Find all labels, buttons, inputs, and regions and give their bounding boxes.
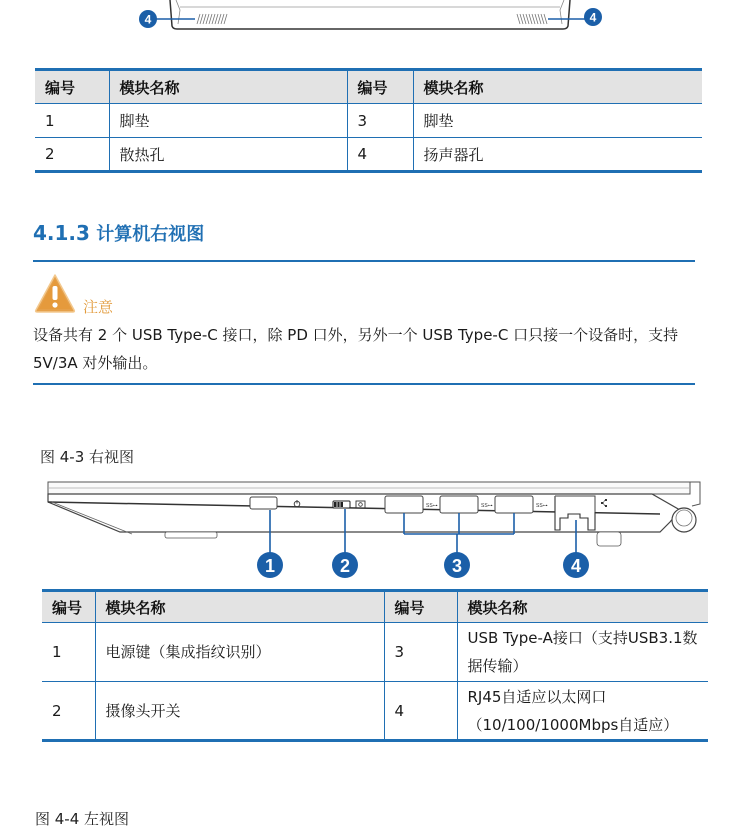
usb-ss-icon: SS⊶ — [536, 503, 548, 509]
svg-text:2: 2 — [339, 556, 351, 576]
cell-number: 3 — [384, 623, 457, 682]
camera-switch — [333, 501, 350, 508]
cell-module-name: 脚垫 — [413, 104, 702, 138]
warning-triangle-icon — [33, 272, 77, 314]
table-header-row — [35, 70, 702, 104]
table-row — [35, 104, 702, 138]
header-number: 编号 — [52, 598, 83, 617]
cell-module-name: RJ45自适应以太网口（10/100/1000Mbps自适应） — [457, 682, 708, 741]
usb-ss-icon: SS⊶ — [426, 503, 438, 509]
cell-module-name: 散热孔 — [109, 138, 347, 172]
table-row — [42, 682, 708, 741]
callout-4-left — [139, 10, 157, 28]
bottom-view-figure — [120, 0, 620, 40]
section-title: 计算机右视图 — [96, 224, 205, 245]
cell-number: 1 — [45, 111, 55, 130]
cell-module-name: 脚垫 — [109, 104, 347, 138]
figure-caption: 图 4-3 右视图 — [40, 448, 135, 466]
callout-3 — [444, 552, 470, 578]
table-row — [42, 623, 708, 682]
header-number: 编号 — [384, 591, 457, 623]
header-module-name: 模块名称 — [95, 591, 384, 623]
cell-number: 3 — [347, 104, 413, 138]
svg-text:1: 1 — [264, 556, 276, 576]
svg-text:4: 4 — [144, 12, 152, 27]
cell-module-name: 电源键（集成指纹识别） — [95, 623, 384, 682]
svg-text:3: 3 — [451, 556, 463, 576]
divider — [33, 260, 695, 262]
callout-4-right — [584, 8, 602, 26]
bottom-view-components-table — [35, 68, 702, 173]
callout-4 — [563, 552, 589, 578]
svg-text:4: 4 — [570, 556, 582, 576]
right-view-figure — [40, 472, 720, 587]
cell-module-name: USB Type-A接口（支持USB3.1数据传输） — [457, 623, 708, 682]
cell-module-name: 摄像头开关 — [95, 682, 384, 741]
table-header-row — [42, 591, 708, 623]
usb-ss-icon: SS⊶ — [481, 503, 493, 509]
note-text: 设备共有 2 个 USB Type-C 接口，除 PD 口外，另外一个 USB Type-C 口只接一个设备时，支持 5V/3A 对外输出。 — [33, 326, 679, 372]
cell-module-name: 扬声器孔 — [413, 138, 702, 172]
header-module-name: 模块名称 — [457, 591, 708, 623]
header-module-name: 模块名称 — [109, 70, 347, 104]
section-number: 4.1.3 — [33, 221, 90, 245]
section-heading — [33, 220, 204, 246]
cell-number: 2 — [45, 145, 55, 163]
callout-2 — [332, 552, 358, 578]
divider — [33, 383, 695, 385]
cell-number: 1 — [52, 643, 62, 661]
figure-caption-next: 图 4-4 左视图 — [35, 810, 130, 828]
cell-number: 4 — [384, 682, 457, 741]
header-number: 编号 — [347, 70, 413, 104]
cell-number: 4 — [347, 138, 413, 172]
header-number: 编号 — [45, 78, 76, 97]
callout-1 — [257, 552, 283, 578]
right-view-components-table — [42, 589, 708, 742]
cell-number: 2 — [52, 701, 62, 720]
table-row — [35, 138, 702, 172]
svg-text:4: 4 — [589, 10, 597, 25]
note-label: 注意 — [83, 298, 114, 316]
header-module-name: 模块名称 — [413, 70, 702, 104]
